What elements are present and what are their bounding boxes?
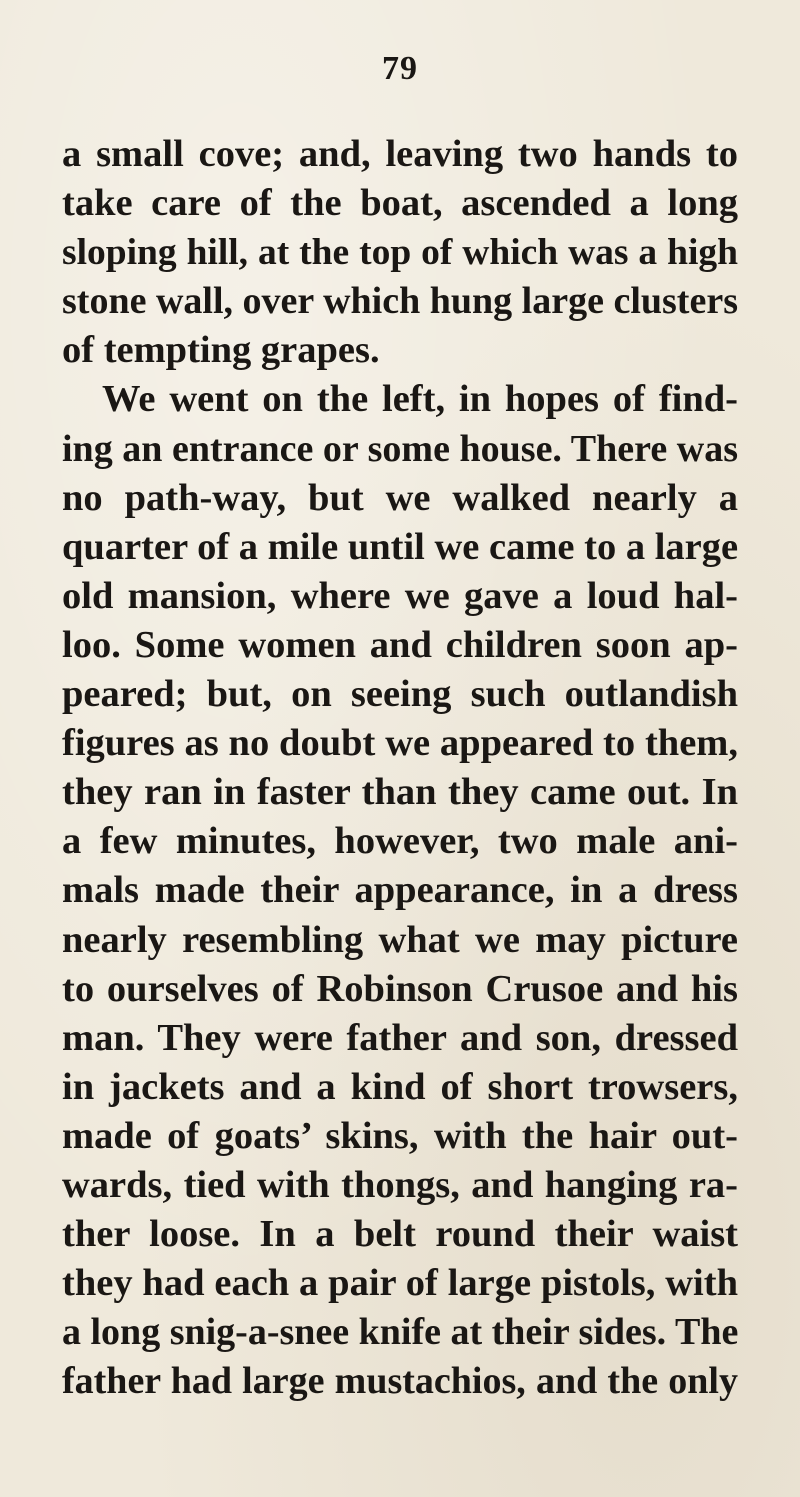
text-line: father had large mustachios, and the only (62, 1360, 738, 1403)
text-line: wards, tied with thongs, and hanging ra- (62, 1163, 738, 1206)
text-line: no path-way, but we walked nearly a (62, 476, 738, 519)
text-line: a long snig-a-snee knife at their sides. The (62, 1311, 739, 1354)
text-line: mals made their appearance, in a dress (62, 869, 738, 912)
text-line: take care of the boat, ascended a long (62, 182, 738, 225)
text-line: nearly resembling what we may picture (62, 918, 738, 961)
text-line: they ran in faster than they came out. In (62, 771, 738, 814)
text-line: ing an entrance or some house. There was (62, 427, 738, 470)
text-line: of tempting grapes. (62, 329, 380, 372)
text-line: in jackets and a kind of short trowsers, (62, 1065, 738, 1108)
text-line: sloping hill, at the top of which was a high (62, 232, 738, 274)
text-line: they had each a pair of large pistols, with (62, 1262, 738, 1305)
text-line: man. They were father and son, dressed (62, 1016, 738, 1059)
text-line: made of goats’ skins, with the hair out- (62, 1114, 738, 1157)
page-number: 79 (382, 50, 418, 87)
text-line: figures as no doubt we appeared to them, (62, 722, 738, 765)
text-line: to ourselves of Robinson Crusoe and his (62, 967, 738, 1010)
text-line: We went on the left, in hopes of find- (102, 378, 738, 421)
text-line: a small cove; and, leaving two hands to (62, 133, 738, 175)
text-line: quarter of a mile until we came to a large (62, 525, 739, 568)
text-line: a few minutes, however, two male ani- (62, 820, 738, 863)
text-line: peared; but, on seeing such outlandish (62, 673, 738, 716)
body-text (62, 130, 738, 1406)
text-line: ther loose. In a belt round their waist (62, 1213, 738, 1256)
text-line: stone wall, over which hung large clusters (62, 280, 738, 323)
text-line: old mansion, where we gave a loud hal- (62, 574, 738, 617)
text-line: loo. Some women and children soon ap- (62, 623, 738, 666)
